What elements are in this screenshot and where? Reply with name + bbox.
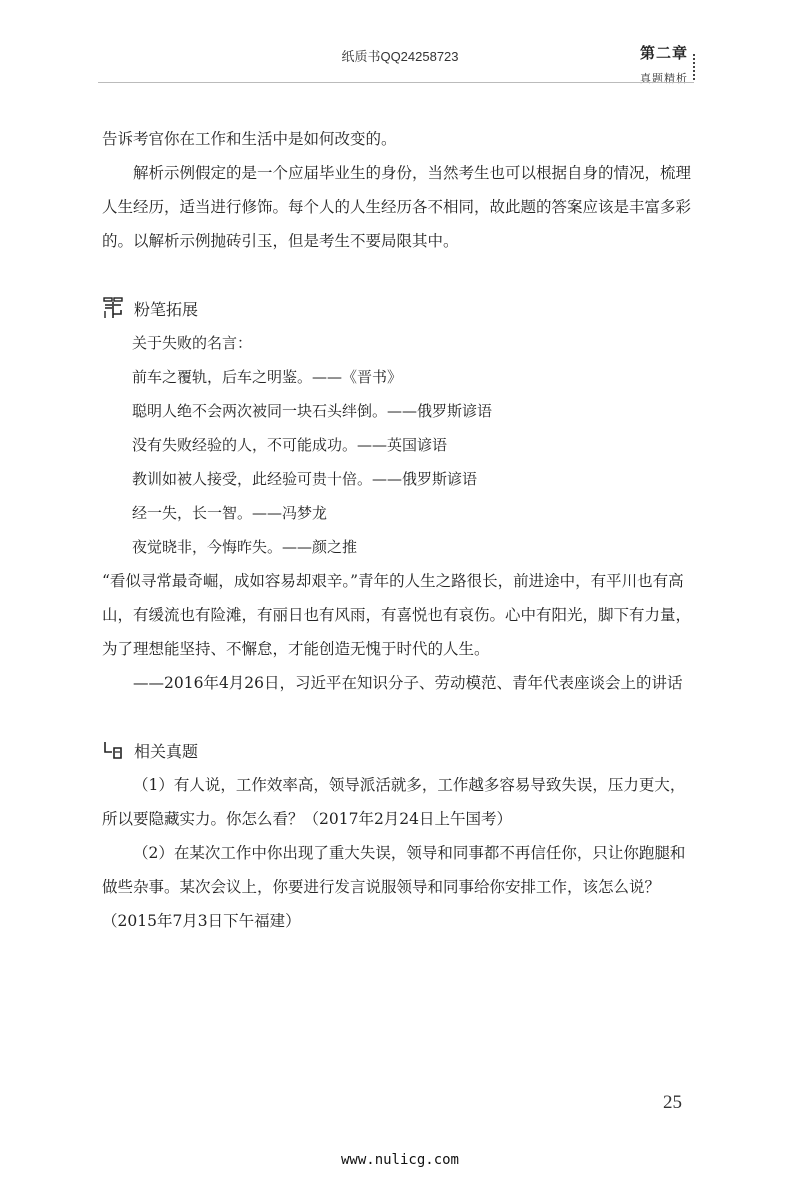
page-body: [102, 122, 692, 938]
quote-item: 夜觉晓非，今悔昨失。——颜之推: [132, 538, 358, 556]
bracket-icon: [102, 738, 124, 762]
question-item: （2）在某次工作中你出现了重大失误，领导和同事都不再信任你，只让你跑腿和做些杂事。某次会议上，你要进行发言说服领导和同事给你安排工作，该怎么说？（2015年7月3日下午福建）: [102, 844, 686, 930]
paragraph: 告诉考官你在工作和生活中是如何改变的。: [102, 130, 397, 148]
quote-item: 教训如被人接受，此经验可贵十倍。——俄罗斯谚语: [132, 470, 478, 488]
footer-url: www.nulicg.com: [340, 1152, 459, 1168]
page-number: 25: [663, 1092, 682, 1113]
speech-quote: “看似寻常最奇崛，成如容易却艰辛。”青年的人生之路很长，前进途中，有平川也有高山，有缓流也有险滩，有丽日也有风雨，有喜悦也有哀伤。心中有阳光，脚下有力量，为了理想能坚持、不懈怠，才能创造无愧于时代的人生。: [102, 572, 692, 658]
quote-item: 经一失，长一智。——冯梦龙: [132, 504, 328, 522]
section-heading-extension: [102, 290, 692, 326]
chapter-subtitle: 真题精析: [640, 72, 688, 85]
chapter-title: 第二章: [639, 44, 688, 62]
section-title: 相关真题: [134, 741, 199, 761]
chapter-label: [640, 42, 688, 86]
quote-intro: 关于失败的名言：: [132, 334, 253, 352]
section-heading-related-questions: [102, 732, 692, 768]
paragraph: 解析示例假定的是一个应届毕业生的身份，当然考生也可以根据自身的情况，梳理人生经历，适当进行修饰。每个人的人生经历各不相同，故此题的答案应该是丰富多彩的。以解析示例抛砖引玉，但是考生不要局限其中。: [102, 164, 692, 250]
quote-item: 没有失败经验的人，不可能成功。——英国谚语: [132, 436, 448, 454]
book-icon: [102, 296, 124, 320]
speech-source: ——2016年4月26日，习近平在知识分子、劳动模范、青年代表座谈会上的讲话: [133, 674, 683, 692]
quote-item: 聪明人绝不会两次被同一块石头绊倒。——俄罗斯谚语: [132, 402, 493, 420]
quote-item: 前车之覆轨，后车之明鉴。——《晋书》: [132, 368, 403, 386]
header-rule: [98, 82, 694, 83]
chapter-divider: [693, 54, 697, 80]
header-watermark-text: 纸质书QQ24258723: [341, 49, 459, 64]
section-title: 粉笔拓展: [134, 299, 199, 319]
question-item: （1）有人说，工作效率高，领导派活就多，工作越多容易导致失误，压力更大，所以要隐藏实力。你怎么看？（2017年2月24日上午国考）: [102, 776, 686, 828]
